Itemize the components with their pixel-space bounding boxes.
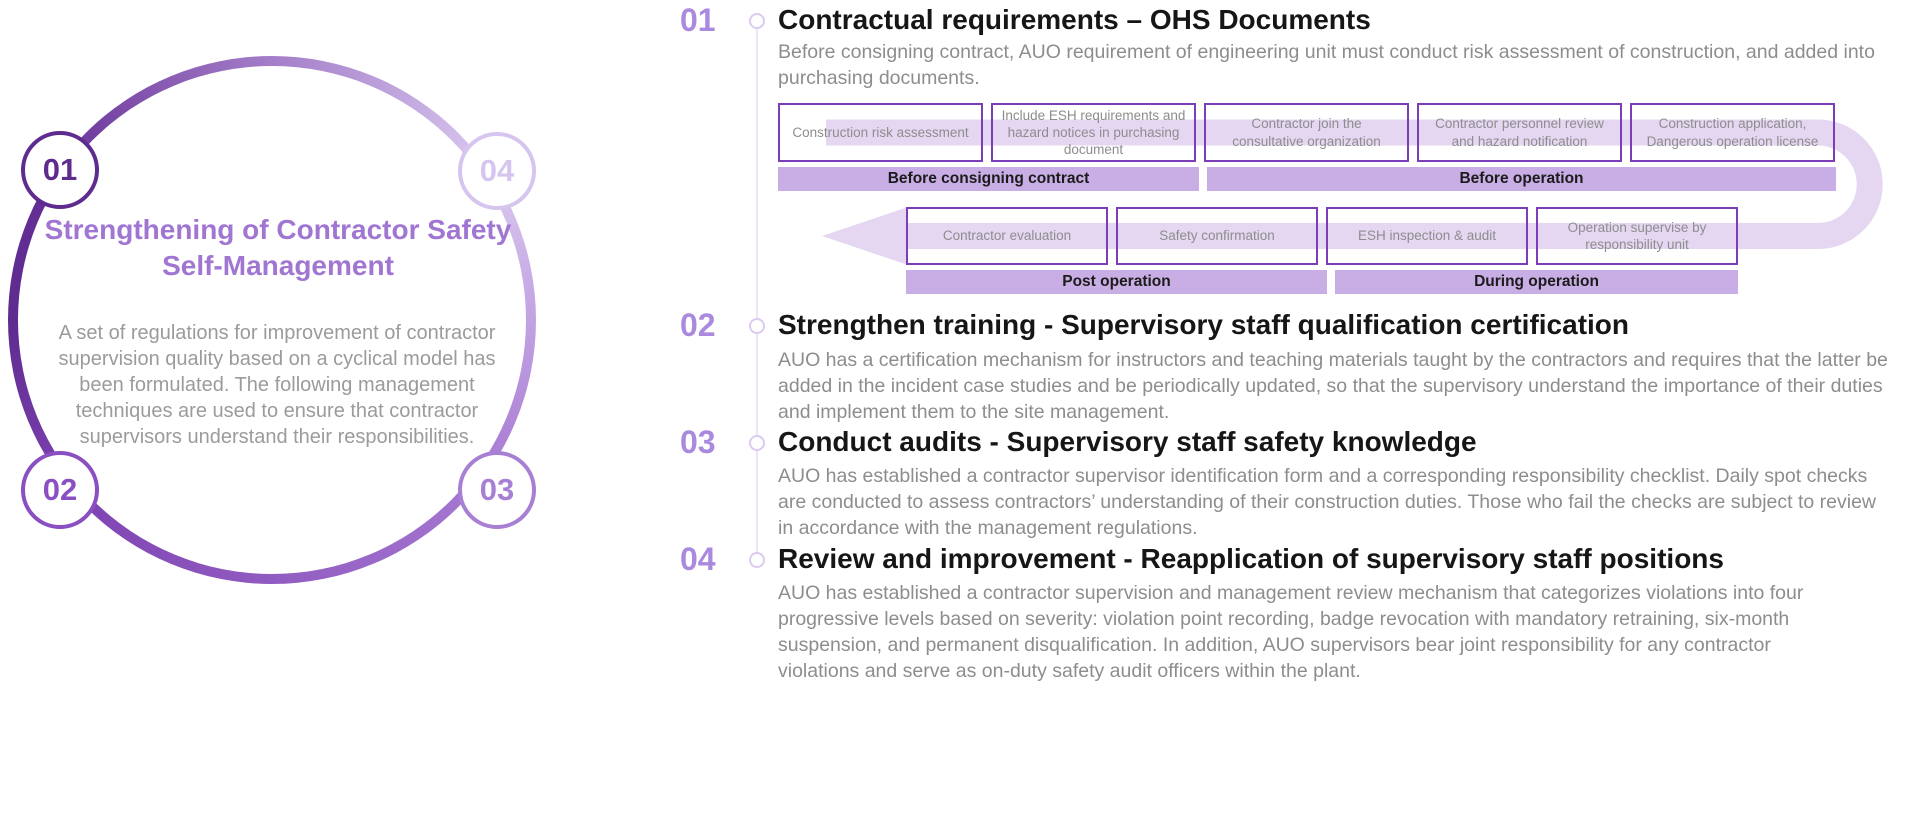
flow-box: Construction application, Dangerous operation license: [1630, 103, 1835, 162]
cycle-arrow-head: [822, 207, 908, 265]
section-01-body: Before consigning contract, AUO requirement of engineering unit must conduct risk assessment of construction, and added into purchasing documents.: [778, 41, 1875, 89]
flow-box: Construction risk assessment: [778, 103, 983, 162]
flow-box: Contractor evaluation: [906, 207, 1108, 265]
section-02-title: Strengthen training - Supervisory staff qualification certification: [778, 309, 1630, 340]
cycle-node-03-label: 03: [479, 472, 515, 507]
phase-band: Before operation: [1207, 167, 1836, 191]
section-04-body: AUO has established a contractor supervision and management review mechanism that categorizes violations into four progressive levels based on severity: violation point recording, badge revocation with mandatory retraining, six-month suspension, and permanent disqualification. In addition, AUO supervisors bear joint responsibility for any contractor violations and serve as on-duty safety audit officers within the plant.: [778, 582, 1804, 682]
flow-phase-bands-bottom: [906, 270, 1738, 294]
phase-band: Before consigning contract: [778, 167, 1199, 191]
section-04-title: Review and improvement - Reapplication of supervisory staff positions: [778, 543, 1724, 574]
timeline-spine: [756, 22, 758, 562]
diagram-title: Strengthening of Contractor Safety Self-Management: [44, 214, 512, 282]
section-01-ring-icon: [749, 13, 765, 29]
section-02-number: 02: [680, 307, 716, 343]
flow-box: Operation supervise by responsibility unit: [1536, 207, 1738, 265]
phase-band: During operation: [1335, 270, 1738, 294]
section-03-title: Conduct audits - Supervisory staff safety knowledge: [778, 426, 1477, 457]
section-04-ring-icon: [749, 552, 765, 568]
flow-row-top: [778, 103, 1835, 162]
flow-row-bottom: [906, 207, 1738, 265]
phase-band: Post operation: [906, 270, 1327, 294]
section-03-number: 03: [680, 424, 716, 460]
section-03-ring-icon: [749, 435, 765, 451]
diagram-description: A set of regulations for improvement of contractor supervision quality based on a cyclical model has been formulated. The following management techniques are used to ensure that contractor supervisors understand their responsibilities.: [58, 322, 496, 448]
section-02-ring-icon: [749, 318, 765, 334]
cycle-node-02-label: 02: [42, 472, 78, 507]
section-03-body: AUO has established a contractor supervisor identification form and a corresponding responsibility checklist. Daily spot checks are conducted to assess contractors’ understanding of their construction duties. Those who fail the checks are subject to review in accordance with the management regulations.: [778, 465, 1877, 539]
cycle-node-01-label: 01: [42, 152, 78, 187]
cycle-node-03: [458, 451, 536, 529]
flow-box: Include ESH requirements and hazard notices in purchasing document: [991, 103, 1196, 162]
section-01-number: 01: [680, 2, 716, 38]
cycle-node-01: [21, 131, 99, 209]
flow-box: ESH inspection & audit: [1326, 207, 1528, 265]
section-04-number: 04: [680, 541, 716, 577]
section-02-body: AUO has a certification mechanism for instructors and teaching materials taught by the contractors and requires that the latter be added in the incident case studies and be periodically updated, so that the supervisory understand the importance of their duties and implement them to the site management.: [778, 349, 1888, 423]
cycle-node-04-label: 04: [479, 153, 515, 188]
cycle-node-02: [21, 451, 99, 529]
flow-box: Contractor join the consultative organization: [1204, 103, 1409, 162]
flow-box: Contractor personnel review and hazard notification: [1417, 103, 1622, 162]
ohs-process-flow: [778, 100, 1836, 298]
flow-phase-bands-top: [778, 167, 1836, 191]
flow-box: Safety confirmation: [1116, 207, 1318, 265]
cycle-node-04: [458, 132, 536, 210]
section-01-title: Contractual requirements – OHS Documents: [778, 4, 1371, 35]
